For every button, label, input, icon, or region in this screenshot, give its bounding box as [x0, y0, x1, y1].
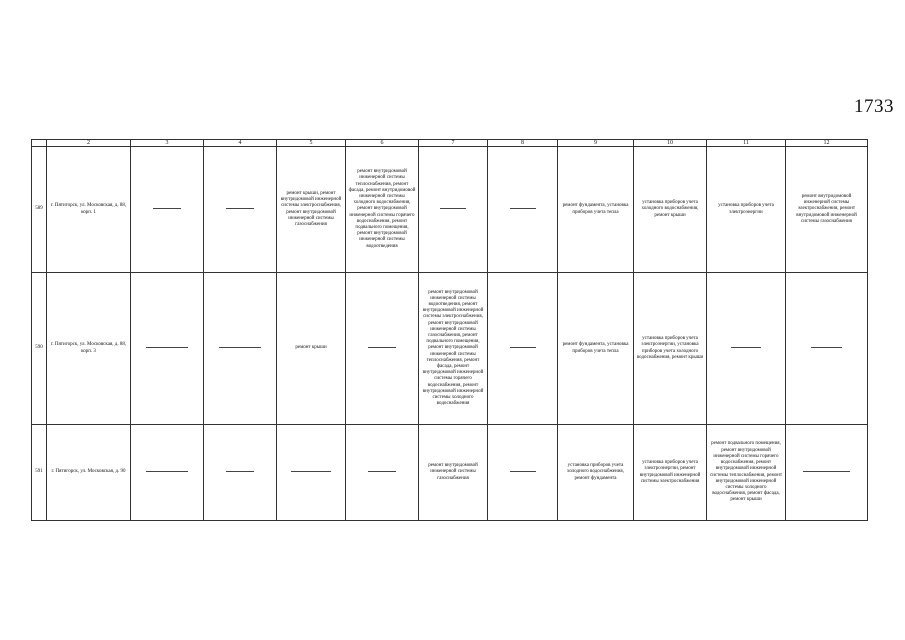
works-cell: ремонт внутридомовой инженерной системы газоснабжения [419, 425, 488, 521]
dash-mark [440, 208, 466, 209]
empty-cell-dash [131, 273, 204, 425]
column-header-5: 5 [277, 140, 346, 147]
column-header-12: 12 [786, 140, 868, 147]
dash-mark [146, 347, 188, 348]
empty-cell-dash [786, 273, 868, 425]
dash-mark [153, 208, 180, 209]
works-cell: установка приборов учета электроэнергии, установка приборов учета холодного водоснабжения, ремонт крыши [634, 273, 707, 425]
row-number: 590 [32, 273, 47, 425]
dash-mark [219, 347, 261, 348]
column-header-9: 9 [558, 140, 634, 147]
works-cell: ремонт фундамента, установка приборов учета тепла [558, 273, 634, 425]
column-header-4: 4 [204, 140, 277, 147]
works-cell: ремонт фундамента, установка приборов учета тепла [558, 147, 634, 273]
empty-cell-dash [346, 425, 419, 521]
dash-mark [291, 471, 331, 472]
dash-mark [803, 471, 851, 472]
column-header-7: 7 [419, 140, 488, 147]
empty-cell-dash [204, 273, 277, 425]
empty-cell-dash [131, 147, 204, 273]
dash-mark [510, 347, 536, 348]
table-row-590 [32, 273, 868, 425]
column-header-3: 3 [131, 140, 204, 147]
page-number: 1733 [854, 96, 894, 117]
empty-cell-dash [204, 147, 277, 273]
dash-mark [811, 347, 842, 348]
empty-cell-dash [419, 147, 488, 273]
column-header-10: 10 [634, 140, 707, 147]
empty-cell-dash [131, 425, 204, 521]
capital-repair-table [31, 139, 868, 521]
dash-mark [368, 471, 395, 472]
empty-cell-dash [707, 273, 786, 425]
works-cell: ремонт внутридомовой инженерной системы электроснабжения, ремонт внутридомовой инженерной системы газоснабжения [786, 147, 868, 273]
works-cell: установка приборов учета электроэнергии [707, 147, 786, 273]
dash-mark [510, 471, 536, 472]
dash-mark [146, 471, 188, 472]
works-cell: установка приборов учета холодного водоснабжения, ремонт фундамента [558, 425, 634, 521]
column-numbers-row [32, 140, 868, 147]
empty-cell-dash [346, 273, 419, 425]
column-header-8: 8 [488, 140, 558, 147]
row-number: 591 [32, 425, 47, 521]
column-header-11: 11 [707, 140, 786, 147]
empty-cell-dash [204, 425, 277, 521]
column-header-1 [32, 140, 47, 147]
works-cell: установка приборов учета холодного водоснабжения, ремонт крыши [634, 147, 707, 273]
column-header-6: 6 [346, 140, 419, 147]
row-number: 589 [32, 147, 47, 273]
table-row-591 [32, 425, 868, 521]
works-cell: установка приборов учета электроэнергии, ремонт внутридомовой инженерной системы электроснабжения [634, 425, 707, 521]
works-cell: ремонт внутридомовой инженерной системы теплоснабжения, ремонт фасада, ремонт внутридомовой инженерной системы холодного водоснабжения, ремонт внутридомовой инженерной системы горячего водоснабжения, ремонт подвального помещения, ремонт внутридомовой инженерной системы водоотведения [346, 147, 419, 273]
works-cell: ремонт внутридомовой инженерной системы водоотведения, ремонт внутридомовой инженерной системы электроснабжения, ремонт внутридомовой инженерной системы газоснабжения, ремонт подвального помещения, ремонт внутридомовой инженерной системы теплоснабжения, ремонт фасада, ремонт внутридомовой инженерной системы горячего водоснабжения, ремонт внутридомовой инженерной системы холодного водоснабжения [419, 273, 488, 425]
empty-cell-dash [488, 147, 558, 273]
address-cell: г. Пятигорск, ул. Московская, д. 90 [47, 425, 131, 521]
column-header-2: 2 [47, 140, 131, 147]
empty-cell-dash [488, 425, 558, 521]
table-row-589 [32, 147, 868, 273]
dash-mark [226, 208, 253, 209]
dash-mark [368, 347, 395, 348]
empty-cell-dash [786, 425, 868, 521]
address-cell: г. Пятигорск, ул. Московская, д. 88, корп. 1 [47, 147, 131, 273]
empty-cell-dash [488, 273, 558, 425]
dash-mark [731, 347, 761, 348]
dash-mark [510, 208, 536, 209]
address-cell: г. Пятигорск, ул. Московская, д. 88, корп. 3 [47, 273, 131, 425]
works-cell: ремонт крыши, ремонт внутридомовой инженерной системы электроснабжения, ремонт внутридомовой инженерной системы газоснабжения [277, 147, 346, 273]
works-cell: ремонт подвального помещения, ремонт внутридомовой инженерной системы горячего водоснабжения, ремонт внутридомовой инженерной системы теплоснабжения, ремонт внутридомовой инженерной системы холодного водоснабжения, ремонт фасада, ремонт крыши [707, 425, 786, 521]
dash-mark [226, 471, 253, 472]
empty-cell-dash [277, 425, 346, 521]
works-cell: ремонт крыши [277, 273, 346, 425]
